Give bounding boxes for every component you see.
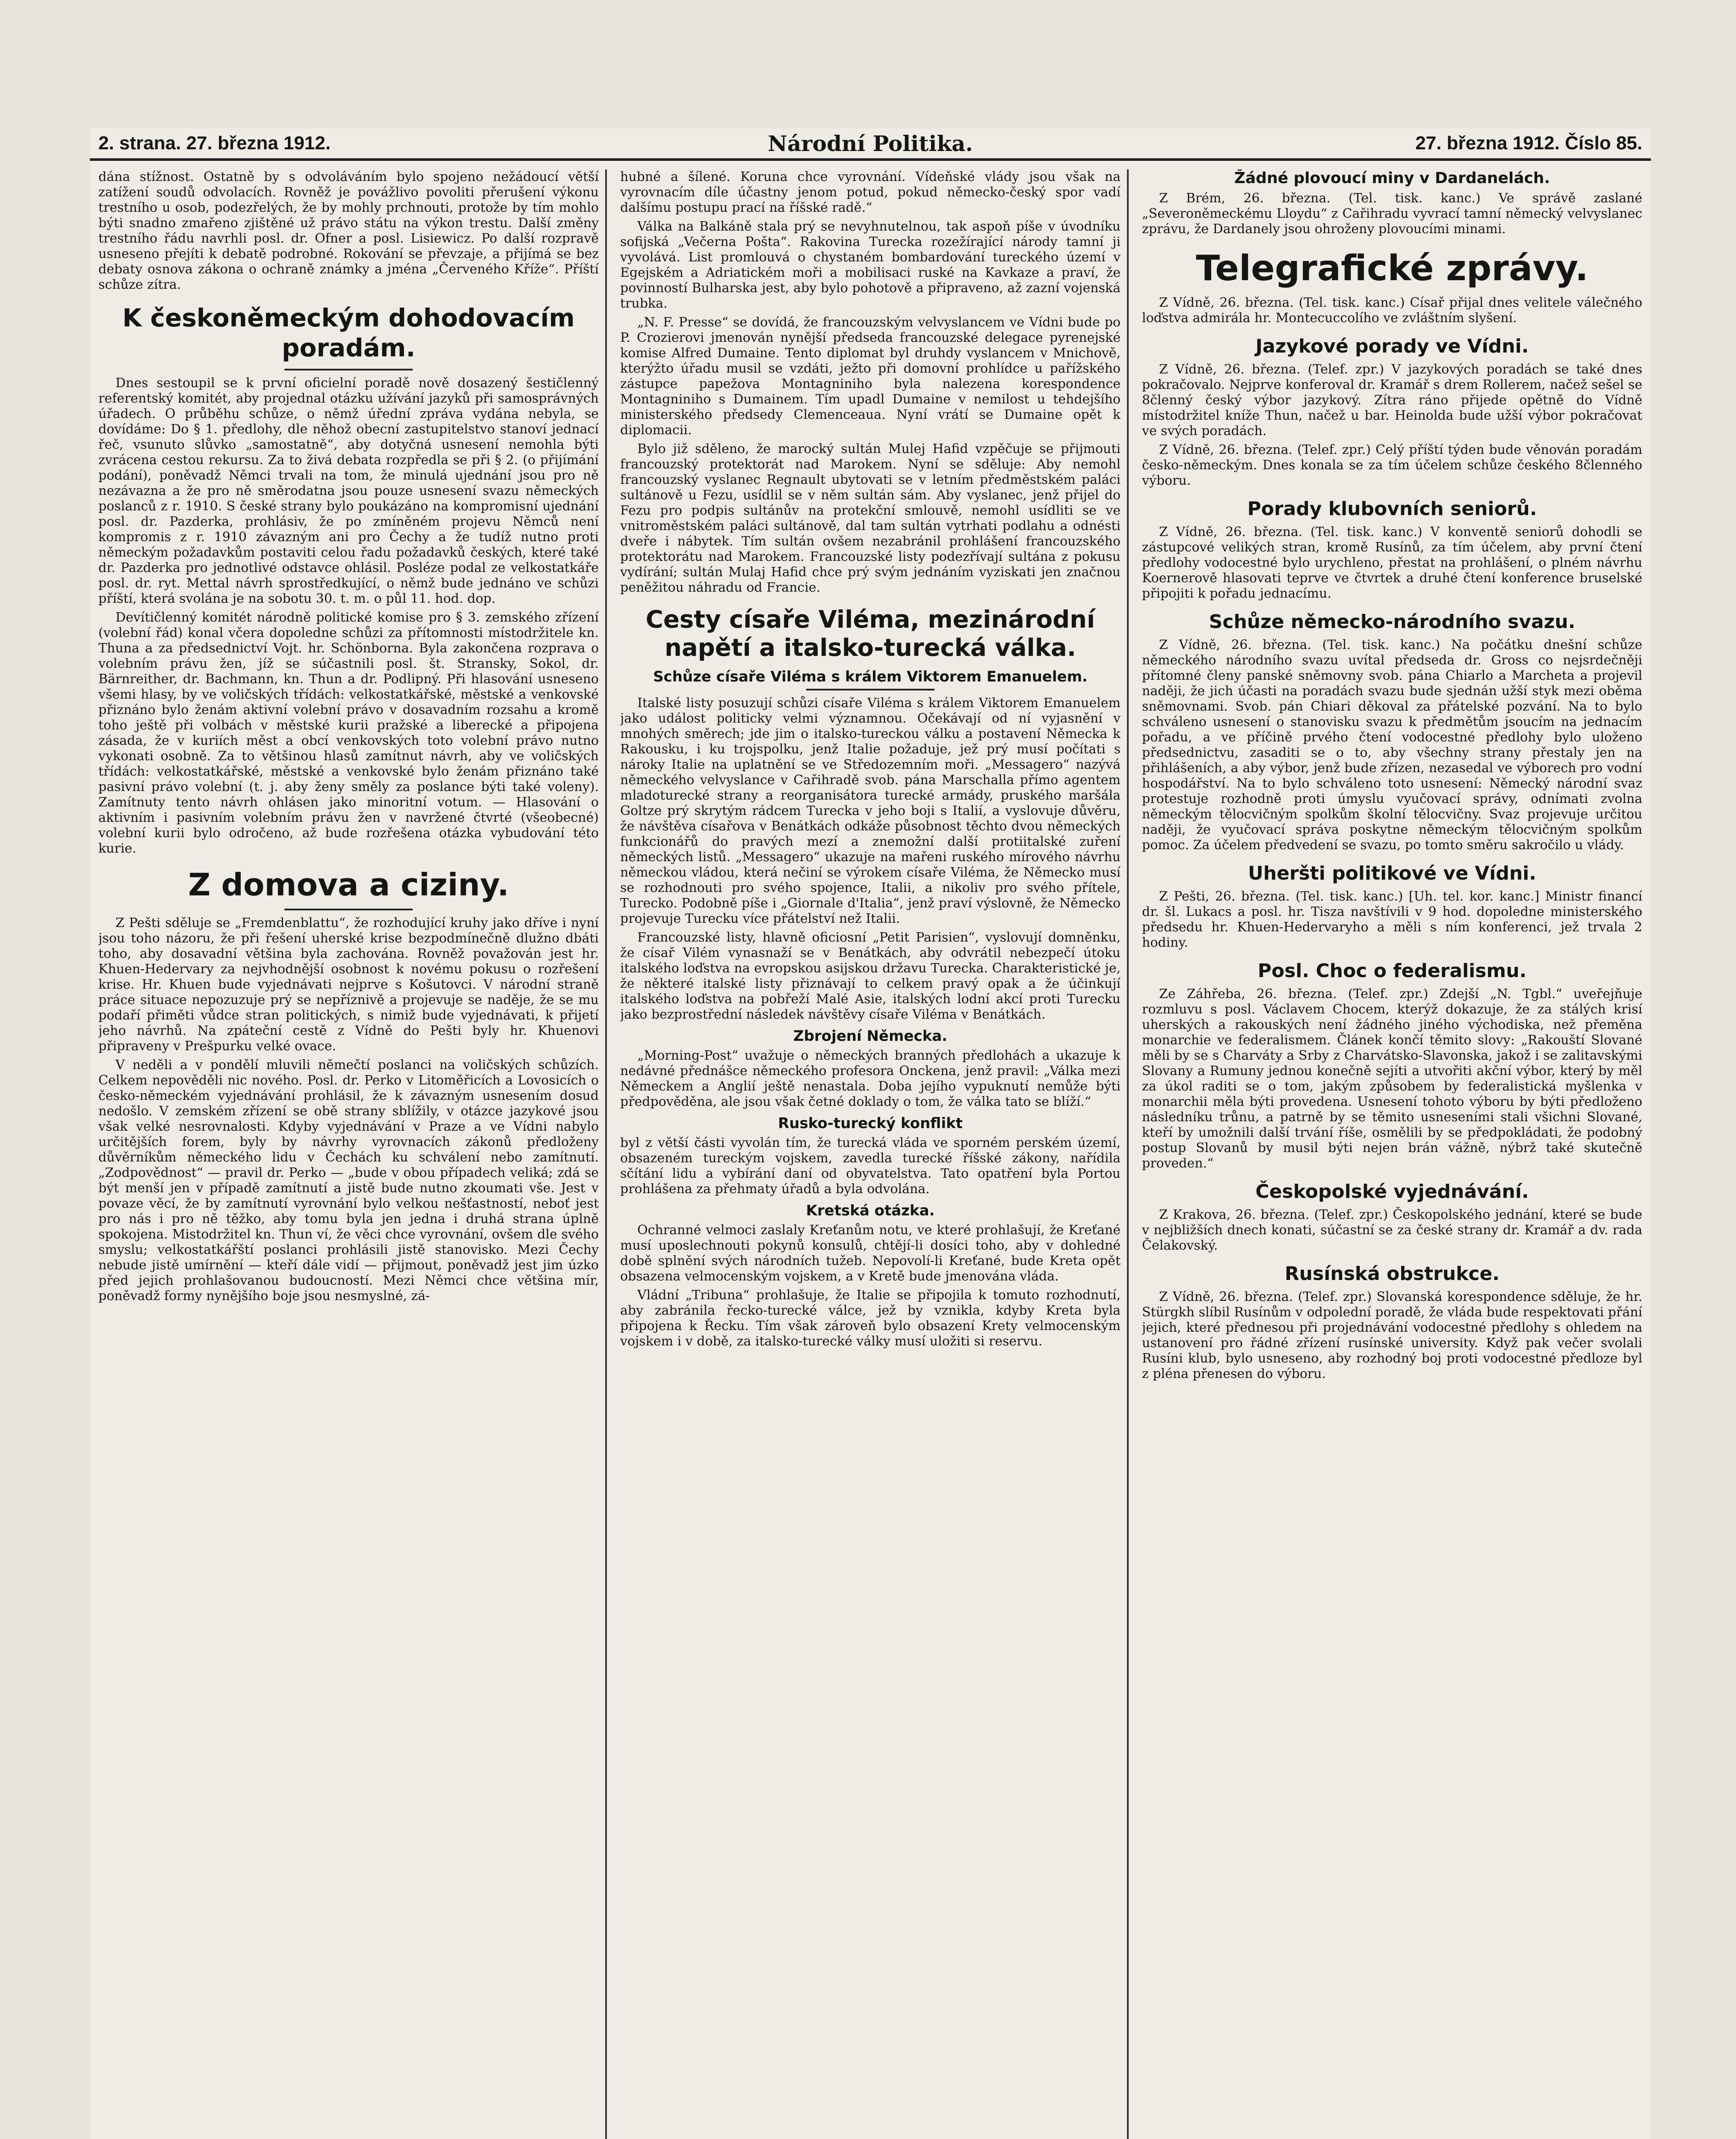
article-paragraph: Z Vídně, 26. března. (Telef. zpr.) Celý příští týden bude věnován poradám česko-německým. Dnes konala se za tím účelem schůze českého 8členného výboru. — [1142, 442, 1642, 488]
headline-telegraficke-zpravy: Telegrafické zprávy. — [1196, 248, 1588, 289]
subheadline-rusko-turecky: Rusko-turecký konflikt — [778, 1115, 963, 1132]
column-3 — [1142, 169, 1642, 2139]
article-paragraph: Z Pešti sděluje se „Fremdenblattu“, že rozhodující kruhy jako dříve i nyní jsou toho názoru, že při řešení uherské krise bezpodmínečně dlužno dbáti toho, aby dosavadní většina byla zachována. Rovněž považován jest hr. Khuen-Hedervary za nejvhodnější osobnost k novému pokusu o rozřešení krise. Hr. Khuen bude vyjednávati nejprve s Košutovci. V národní straně práce situace nepozuzuje prý se nepříznivě a projevuje se naděje, že se mu podaří přiměti vůdce stran politických, s nimiž bude vyjednávati, k přijetí jeho návrhů. Na zpáteční cestě z Vídně do Pešti byly hr. Khuenovi připraveny v Prešpurku velké ovace. — [98, 915, 599, 1054]
column-2 — [620, 169, 1121, 2139]
column-rule-2 — [1127, 169, 1129, 2139]
article-paragraph: Z Vídně, 26. března. (Telef. zpr.) V jazykových poradách se také dnes pokračovalo. Nejprve konferoval dr. Kramář s drem Rollerem, načež sešel se 8členný český výbor jazykový. Zítra ráno přijede opětně do Vídně místodržitel kníže Thun, načež u bar. Heinolda bude užší výbor pokračovat ve svých poradách. — [1142, 362, 1642, 438]
headline-rule — [284, 369, 413, 370]
headline-porady-senioru: Porady klubovních seniorů. — [1247, 498, 1537, 520]
article-paragraph: Vládní „Tribuna“ prohlašuje, že Italie se připojila k tomuto rozhodnutí, aby zabránila řecko-turecké válce, jež by vznikla, kdyby Kreta byla připojena k Řecku. Tím však zároveň bylo obsazení Krety velmocenským vojskem i v době, za italsko-turecké války musí uložiti si reservu. — [620, 1288, 1121, 1349]
article-paragraph: Dnes sestoupil se k první oficielní poradě nově dosazený šestičlenný referentský komitét, aby projednal otázku užívání jazyků při samosprávných úřadech. O průběhu schůze, o němž úřední zpráva vydána nebyla, se dovídáme: Do § 1. předlohy, dle něhož obecní zastupitelstvo stanoví jednací řeč, vsunuto slůvko „samostatně“, aby dotyčná usnesení nemohla býti zvrácena cestou rekursu. Za to živá debata rozpředla se při § 2. (o přijímání podání), poněvadž Němci trvali na tom, že minulá ujednání jsou pro ně nezávazna a že pro ně směrodatna jsou pouze usnesení svazu německých poslanců z r. 1910. S české strany bylo poukázáno na kompromisní ujednání posl. dr. Pazderka, prohlásiv, že po zmíněném projevu Němců není kompromis z r. 1910 závazným ani pro Čechy a že tudíž nutno proti německým požadavkům postaviti celou řadu požadavků českých, které také dr. Pazderka pro jednotlivé odstavce ohlásil. Posléze podal ze velkostatkáře posl. dr. ryt. Mettal návrh sprostředkující, o němž bude jednáno ve schůzi příští, která svolána je na sobotu 30. t. m. o půl 11. hod. dop. — [98, 376, 599, 606]
article-paragraph: Z Vídně, 26. března. (Tel. tisk. kanc.) V konventě seniorů dohodli se zástupcové velikých stran, kromě Rusínů, za tím účelem, aby první čtení předlohy vodocestné bylo urychleno, přestat na prohlášení, o plném návrhu Koernerově hlasovati teprve ve čtvrtek a druhé čtení konference bruselské připojiti k pořadu jednacímu. — [1142, 524, 1642, 601]
headline-nemecko-narodni-svaz: Schůze německo-národního svazu. — [1209, 611, 1576, 633]
article-paragraph: „N. F. Presse“ se dovídá, že francouzským velvyslancem ve Vídni bude po P. Crozierovi jmenován nynější předseda francouzské delegace pyrenejské komise Alfred Dumaine. Tento diplomat byl druhdy vyslancem v Mnichově, kterýžto úřadu musil se vzdáti, ježto při domovní prohlídce u pařížského zástupce papežova Montagniniho byla nalezena korespondence Montagniniho s Dumainem. Tím upadl Dumaine v nemilost u tehdejšího ministerského předsedy Clemenceaua. Nyní vrátí se Dumaine opět k diplomacii. — [620, 315, 1121, 438]
article-continuation: dána stížnost. Ostatně by s odvoláváním bylo spojeno nežádoucí větší zatížení soudů odvolacích. Rovněž je povážlivo povoliti přerušení výkonu trestního u osob, podezřelých, že by mohly prchnouti, protože by tím mohlo býti snadno zmařeno zjištěné už právo státu na výkon trestu. Další změny trestního řádu navrhli posl. dr. Ofner a posl. Lisiewicz. Po další rozpravě usneseno přejíti k debatě podrobné. Rokování se převzaje, a přijímá se bez debaty osnova zákona o ochraně známky a jména „Červeného Kříže“. Příští schůze zítra. — [98, 169, 599, 292]
article-paragraph: Válka na Balkáně stala prý se nevyhnutelnou, tak aspoň píše v úvodníku sofijská „Večerna Pošta“. Rakovina Turecka rozežírající národy tamní ji vyvolává. List promlouvá o chystaném bombardování tureckého území v Egejském a Adriatickém moři a mobilisaci ruské na Kavkaze a praví, že povinností Bulharska jest, aby bylo pohotově a připraveno, až zazní vojenská trubka. — [620, 219, 1121, 311]
headline-ceskopolske-vyjednavani: Českopolské vyjednávání. — [1255, 1181, 1529, 1203]
article-paragraph: Ze Záhřeba, 26. března. (Telef. zpr.) Zdejší „N. Tgbl.“ uveřejňuje rozmluvu s posl. Václavem Chocem, kterýž dokazuje, že za stálých krisí uherských a rakouských není žádného jiného východiska, než přeměna monarchie ve federalismem. Článek končí těmito slovy: „Rakouští Slované měli by se s Charváty a Srby z Charvátsko-Slavonska, jakož i se zalitavskými Slovany a Rumuny jednou konečně sejíti a utvořiti akční výbor, který by měl za úkol raditi se o tom, jakým způsobem by federalistická myšlenka v monarchii měla býti provedena. Usnesení tohoto výboru by býti předloženo následníku trůnu, a patrně by se těmito usneseními stali všichni Slované, kteří by umožnili další trvání říše, osmělili by se předpokládati, že podobný postup Slovanů by musil býti nejen brán vážně, nýbrž také skutečně proveden.“ — [1142, 987, 1642, 1171]
headline-dohodovaci-porady: K českoněmeckým dohodovacím poradám. — [122, 303, 575, 362]
newspaper-page — [90, 128, 1651, 2139]
article-paragraph: Devítičlenný komitét národně politické komise pro § 3. zemského zřízení (volební řád) konal včera dopoledne schůzi za přítomnosti místodržitele kn. Thuna a za předsednictví Vojt. hr. Schönborna. Byla zakončena rozprava o volebním právu žen, jíž se súčastnili posl. št. Stransky, Sokol, dr. Bärnreither, dr. Bachmann, kn. Thun a dr. Podlipný. Při hlasování usneseno všemi hlasy, by ve voličských třídách: velkostatkářské, městské a venkovské přiznáno bylo ženám aktivní volební právo v dosavadním rozsahu a kromě toho ještě při volbách v městské kurii pražské a liberecké a připojena zásada, že v kuriích měst a obcí venkovských toto volební právo nutno vykonati osobně. Za to většinou hlasů zamítnut návrh, aby ve voličských třídách: velkostatkářské, městské a venkovské bylo ženám přiznáno také pasivní právo volební (t. j. aby ženy směly za poslance býti také voleny). Zamítnuty tento návrh ohlásen jako minoritní votum. — Hlasování o aktivním i pasivním volebním právu žen v navržené čtvrté (všeobecné) volební kurii bylo odročeno, až bude rozřešena otázka vybudování této kurie. — [98, 610, 599, 856]
headline-rusinska-obstrukce: Rusínská obstrukce. — [1284, 1263, 1500, 1285]
header-left: 2. strana. 27. března 1912. — [98, 133, 331, 154]
article-paragraph: Z Vídně, 26. března. (Telef. zpr.) Slovanská korespondence sděluje, že hr. Stürgkh slíbil Rusínům v odpolední poradě, že vláda bude respektovati přání jejich, které přednesou při projednávání vodocestné předlohy s ohledem na ustanovení pro řádné zřízení rusínské university. Když pak večer svolali Rusíni klub, bylo usneseno, aby rozhodný boj proti vodocestné předloze byl z pléna přenesen do výboru. — [1142, 1289, 1642, 1381]
article-continuation: hubné a šílené. Koruna chce vyrovnání. Vídeňské vlády jsou však na vyrovnacím díle účastny jenom potud, pokud německo-český spor vadí dalšímu postupu prací na říšské radě.“ — [620, 169, 1121, 215]
masthead-title: Národní Politika. — [768, 131, 973, 156]
article-paragraph: byl z větší části vyvolán tím, že turecká vláda ve sporném perském území, obsazeném tureckým vojskem, zavedla turecké říšské zákony, nařídila sčítání lidu a vybírání daní od obyvatelstva. Tato opatření byla Portou prohlášena za přehmaty úřadů a byla odvolána. — [620, 1135, 1121, 1197]
article-paragraph: Z Krakova, 26. března. (Telef. zpr.) Českopolského jednání, které se bude v nejbližších dnech konati, súčastní se za české strany dr. Kramář a dv. rada Čelakovský. — [1142, 1207, 1642, 1253]
subheadline-schuze-cisare: Schůze císaře Viléma s králem Viktorem Emanuelem. — [653, 668, 1088, 685]
article-paragraph: Z Brém, 26. března. (Tel. tisk. kanc.) Ve správě zaslané „Severoněmeckému Lloydu“ z Cařihradu vyvrací tamní německý velvyslanec zprávu, že Dardanely jsou ohroženy plovoucími minami. — [1142, 191, 1642, 237]
article-paragraph: Bylo již sděleno, že marocký sultán Mulej Hafid vzpěčuje se přijmouti francouzský protektorát nad Marokem. Nyní se sděluje: Aby nemohl francouzský vyslanec Regnault ubytovati se v letním předměstském paláci sultánově u Fezu, usídlil se v něm sultán sám. Aby vyslanec, jenž přijel do Fezu pro podpis sultánův na protekční smlouvě, nemohl usídliti se ve vnitroměstském paláci sultánově, dal tam sultán vytrhati podlahu a odnésti dveře i nábytek. Tím sultán ovšem nezabránil prohlášení francouzského protektorátu nad Marokem. Francouzské listy podezřívají sultána z pokusu vydírání; sultán Mulaj Hafid chce prý svým jednáním vyziskati jen značnou peněžitou náhradu od Francie. — [620, 441, 1121, 595]
page-header — [90, 128, 1651, 161]
article-paragraph: V neděli a v pondělí mluvili němečtí poslanci na voličských schůzích. Celkem nepověděli nic nového. Posl. dr. Perko v Litoměřicích a Lovosicích o česko-německém vyjednávání prohlásil, že k závazným usnesením dosud nedošlo. V zemském zřízení se obě strany sblížily, v otázce jazykové jsou však velké nesrovnalosti. Kdyby vyjednávání v Praze a ve Vídni nabylo určitějších forem, byly by návrhy vyrovnacích zákonů předloženy důvěrníkům německého lidu v Čechách ku schválení nebo zamítnutí. „Zodpovědnost“ — pravil dr. Perko — „bude v obou případech veliká; zdá se být menší jen v případě zamítnutí a jistě bude nutno zkoumati vše. Jest v povaze věcí, že by zamítnutí vyrovnání bylo velkou nešťastností, neboť jest pro nás i pro ně těžko, aby tomu byla jen jedna i druhá strana úplně spokojena. Mistodržitel kn. Thun ví, že věci chce vyrovnání, ovšem dle svého smyslu; velkostatkářští poslanci prohlásili jistě stanovisko. Mezi Čechy nebude jistě umírnění — kteří dále vidí — přijmout, poněvadž jest jim úzko před jejich prohlašovanou budoucností. Mezi Němci chce většina mír, poněvadž formy nynějšího boje jsou nesmyslné, zá- — [98, 1058, 599, 1304]
subheadline-zbrojeni: Zbrojení Německa. — [793, 1028, 948, 1045]
article-paragraph: Z Vídně, 26. března. (Tel. tisk. kanc.) Na počátku dnešní schůze německého národního svazu uvítal předseda dr. Gross co nejsrdečněji přítomné členy panské sněmovny svob. pána Chiarlo a Marcheta a projevil naději, že jich účasti na poradách svazu bude sjednán užší styk mezi oběma sněmovnami. Svob. pán Chiari děkoval za přátelské pozvání. Na to bylo schváleno usnesení o stanovisku svazu k předmětům jsoucím na jednacím pořadu, a ve příčině prvého čtení vodocestné předlohy bylo uloženo předsednictvu, zasaditi se o to, aby všechny strany přestaly jen na přihlášeních, a aby výbor, jenž bude zřízen, nezasedal ve výborech pro vodní hospodářství. Na to bylo schváleno toto usnesení: Německý národní svaz protestuje rozhodně proti úmyslu vyučovací správy, odnímati zvolna německým tělocvičným spolkům školní tělocvičny. Svaz projevuje určitou naději, že vyučovací správa poskytne německým tělocvičným spolkům pomoc. Za účelem předvedení se svazu, po tomto směru sakročilo u vlády. — [1142, 637, 1642, 853]
headline-plovouci-miny: Žádné plovoucí miny v Dardanelách. — [1234, 169, 1550, 187]
article-paragraph: Italské listy posuzují schůzi císaře Viléma s králem Viktorem Emanuelem jako událost politicky velmi významnou. Očekávají od ní vyjasnění v mnohých směrech; jde jim o italsko-tureckou válku a postavení Německa k Rakousku, i ku trojspolku, jenž Italie požaduje, jež prý musí počítati s nároky Italie na uplatnění se ve Středozemním moři. „Messagero“ nazývá německého velvyslance v Cařihradě svob. pána Marschalla přímo agentem mladoturecké strany a reorganisátora turecké armády, pruského maršála Goltze prý skrytým rádcem Turecka v jeho boji s Italií, a vyslovuje důvěru, že návštěva císařova v Benátkách odkáže působnost těchto dvou německých funkcionářů do pravých mezí a znemožní další protiitalské zuření německých listů. „Messagero“ ukazuje na mařeni ruského mírového návrhu německou vládou, která nečiní se výrokem císaře Viléma, že Německo musí se rozhodnouti pro svého spojence, Italii, a nikoliv pro svého přítele, Turecko. Podobně píše i „Giornale d'Italia“, jenž praví výslovně, že Německo projevuje Turecku více přátelství než Italii. — [620, 696, 1121, 926]
column-rule-1 — [605, 169, 607, 2139]
headline-rule — [806, 689, 935, 690]
column-1 — [98, 169, 599, 2139]
headline-cesty-cisare: Cesty císaře Viléma, mezinárodní napětí a italsko-turecká válka. — [645, 606, 1095, 662]
headline-choc-federalismus: Posl. Choc o federalismu. — [1257, 960, 1527, 982]
article-paragraph: Z Vídně, 26. března. (Tel. tisk. kanc.) Císař přijal dnes velitele válečného loďstva admirála hr. Montecuccolího ve zvláštním slyšení. — [1142, 295, 1642, 326]
subheadline-kretska-otazka: Kretská otázka. — [806, 1202, 935, 1219]
article-paragraph: „Morning-Post“ uvažuje o německých branných předlohách a ukazuje k nedávné přednášce německého profesora Onckena, jenž pravil: „Válka mezi Německem a Anglií ještě nenastala. Doba jejího vypuknutí nemůže býti předpověděna, ale jsou však četné doklady o tom, že válka tato se blíží.“ — [620, 1048, 1121, 1109]
article-paragraph: Ochranné velmoci zaslaly Kreťanům notu, ve které prohlašují, že Kreťané musí uposlechnouti pokynů konsulů, chtějí-li dosíci toho, aby v dohledné době splnění svých národních tužeb. Nepovolí-li Kreťané, bude Kreta opět obsazena velmocenským vojskem, a v Kretě bude jmenována vláda. — [620, 1223, 1121, 1284]
headline-rule — [284, 909, 413, 910]
article-paragraph: Francouzské listy, hlavně oficiosní „Petit Parisien“, vyslovují domněnku, že císař Vilém vynasnaží se v Benátkách, aby odvrátil nebezpečí útoku italského loďstva na evropskou asijskou državu Turecka. Charakteristické je, že některé italské listy přiznávají to celkem pravý opak a že účinkují italského loďstva na pobřeží Malé Asie, italských lodní akcí proti Turecku jako bezprostřední následek návštěvy císaře Viléma v Benátkách. — [620, 930, 1121, 1022]
headline-jazykove-porady: Jazykové porady ve Vídni. — [1255, 335, 1529, 357]
article-paragraph: Z Pešti, 26. března. (Tel. tisk. kanc.) [Uh. tel. kor. kanc.] Ministr financí dr. šl. Lukacs a posl. hr. Tisza navštívili v 9 hod. dopoledne ministerského předsedu hr. Khuen-Hedervaryho a měli s ním konferenci, jež trvala 2 hodiny. — [1142, 889, 1642, 950]
header-right: 27. března 1912. Číslo 85. — [1415, 133, 1642, 154]
headline-uhersti-politikove: Uheršti politikové ve Vídni. — [1248, 862, 1536, 884]
headline-z-domova: Z domova a ciziny. — [188, 867, 509, 903]
